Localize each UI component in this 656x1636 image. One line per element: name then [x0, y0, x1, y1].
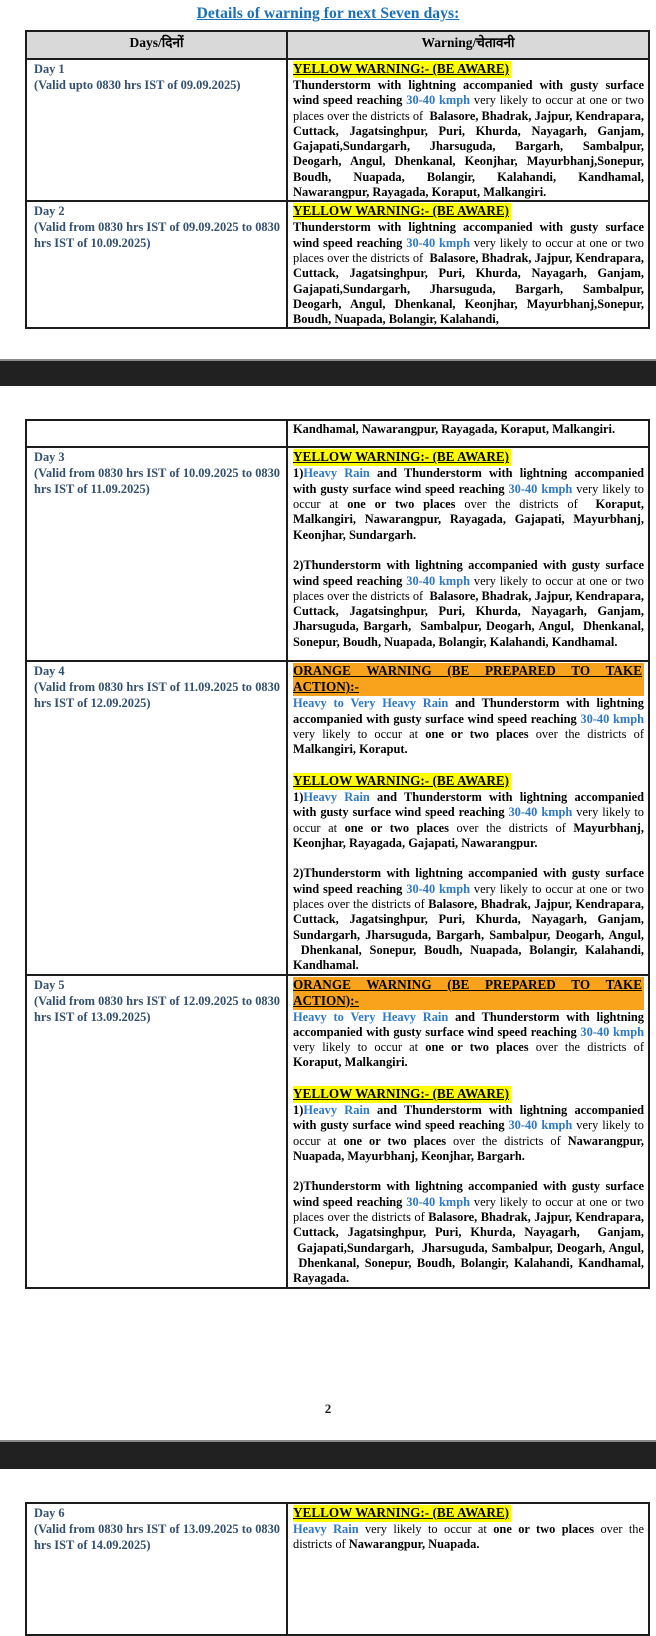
table-header-row: [26, 31, 649, 59]
warning-paragraph: [293, 1010, 644, 1071]
valid-period: (Valid from 0830 hrs IST of 09.09.2025 to 0830 hrs IST of 10.09.2025): [34, 220, 280, 251]
warning-segment: 2)Thunderstorm with lightning accompanied with gusty surface wind speed reaching: [293, 866, 644, 896]
warning-segment: 30-40 kmph: [508, 481, 573, 496]
table-row: [26, 661, 649, 974]
day-cell: [26, 1503, 287, 1635]
warning-segment: over the districts of: [455, 497, 596, 512]
warning-paragraph: [293, 696, 644, 757]
warning-segment: one or two places: [344, 820, 449, 835]
warning-segment: Thunderstorm with lightning accompanied with gusty surface wind speed reaching: [293, 220, 644, 250]
warning-segment: very likely to occur at one or two places over the districts of: [293, 573, 644, 603]
warning-segment: one or two places: [347, 497, 456, 512]
warning-segment: one or two places: [425, 727, 529, 742]
warning-heading: [293, 773, 644, 790]
day-label: Day 4: [34, 664, 65, 679]
warning-segment: Balasore, Bhadrak, Jajpur, Kendrapara, Cuttack, Jagatsinghpur, Puri, Khurda, Nayagarh, Ganjam, Gajapati,Sundargarh, Jharsuguda, Bargarh, Sambalpur, Deogarh, Angul, Dhenkanal, Keonjhar, Mayurbhanj,Sonepur, Boudh, Nuapada, Bolangir, Kalahandi, Kandhamal, Nawarangpur, Rayagada, Koraput, Malkangiri.: [293, 108, 644, 200]
warning-segment: over the districts of: [528, 727, 644, 742]
warning-heading: [293, 977, 644, 1010]
warning-segment: 30-40 kmph: [406, 1194, 471, 1209]
warning-segment: YELLOW WARNING:- (BE AWARE): [293, 772, 510, 788]
valid-period: (Valid from 0830 hrs IST of 12.09.2025 to 0830 hrs IST of 13.09.2025): [34, 993, 280, 1024]
warning-segment: 30-40 kmph: [580, 711, 645, 726]
warning-segment: Balasore, Bhadrak, Jajpur, Kendrapara, Cuttack, Jagatsinghpur, Puri, Khurda, Nayagarh, Ganjam, Sundargarh, Jharsuguda, Bargarh, Sambalpur, Deogarh, Angul, Dhenkanal, Sonepur, Boudh, Nuapada, Bolangir, Kalahandi, Kandhamal.: [293, 897, 644, 973]
warning-segment: and Thunderstorm with lightning accompanied with gusty surface wind speed reaching: [293, 789, 644, 820]
table-header-warning: Warning/चेतावनी: [287, 31, 649, 59]
warning-cell: [287, 447, 649, 661]
warning-segment: 1): [293, 1102, 304, 1117]
warning-segment: 30-40 kmph: [580, 1024, 645, 1039]
warning-segment: very likely to occur at one or two places over the districts of: [293, 93, 644, 123]
blank-line: [293, 758, 644, 773]
warning-cell: [287, 59, 649, 201]
warning-segment: Heavy Rain: [303, 466, 370, 481]
warning-heading: [293, 61, 644, 78]
warning-segment: Balasore, Bhadrak, Jajpur, Kendrapara, Cuttack, Jagatsinghpur, Puri, Khurda, Nayagarh, Ganjam, Gajapati,Sundargarh, Jharsuguda, Bargarh, Sambalpur, Deogarh, Angul, Dhenkanal, Keonjhar, Mayurbhanj,Sonepur, Boudh, Nuapada, Bolangir, Kalahandi,: [293, 250, 644, 327]
warning-segment: and Thunderstorm with lightning accompanied with gusty surface wind speed reaching: [293, 696, 644, 726]
warning-segment: very likely to occur at: [293, 481, 644, 512]
day-cell: [26, 975, 287, 1288]
warning-segment: over the districts of: [448, 820, 574, 835]
warning-segment: 30-40 kmph: [406, 881, 471, 896]
day-cell: [26, 447, 287, 661]
warning-segment: YELLOW WARNING:- (BE AWARE): [293, 203, 510, 219]
warning-segment: Heavy Rain: [293, 1521, 359, 1536]
warning-segment: over the districts of: [528, 1040, 644, 1055]
warning-paragraph: [293, 1103, 644, 1164]
warning-segment: very likely to occur at: [358, 1521, 494, 1536]
warning-segment: YELLOW WARNING:- (BE AWARE): [293, 1085, 510, 1101]
warning-segment: Koraput, Malkangiri, Nawarangpur, Rayagada, Gajapati, Mayurbhanj, Keonjhar, Sundargarh.: [293, 497, 644, 542]
warning-segment: ORANGE WARNING (BE PREPARED TO TAKE ACTION):-: [293, 663, 642, 695]
valid-period: (Valid from 0830 hrs IST of 10.09.2025 to 0830 hrs IST of 11.09.2025): [34, 466, 280, 497]
warning-segment: 30-40 kmph: [406, 573, 471, 588]
warning-segment: Balasore, Bhadrak, Jajpur, Kendrapara, Cuttack, Jagatsinghpur, Puri, Khurda, Nayagarh, Ganjam, Gajapati,Sundargarh, Jharsuguda, Sambalpur, Deogarh, Angul, Dhenkanal, Sonepur, Boudh, Bolangir, Kalahandi, Kandhamal, Rayagada.: [293, 1210, 644, 1286]
table-row: [26, 1503, 649, 1635]
day-label: Day 6: [34, 1505, 65, 1520]
warning-table-days-1-2: [25, 30, 650, 329]
warning-paragraph: [293, 866, 644, 973]
warning-segment: 30-40 kmph: [406, 235, 471, 250]
warning-segment: YELLOW WARNING:- (BE AWARE): [293, 61, 510, 76]
warning-paragraph: [293, 422, 644, 437]
warning-table-days-3-5: [25, 419, 650, 1288]
day-label: Day 3: [34, 450, 65, 465]
warning-segment: very likely to occur at: [293, 727, 426, 742]
page-title: Details of warning for next Seven days:: [196, 5, 460, 22]
warning-segment: very likely to occur at one or two places over the districts of: [293, 235, 644, 265]
warning-segment: Nawarangpur, Nuapada, Mayurbhanj, Keonjhar, Bargarh.: [293, 1133, 644, 1163]
warning-segment: over the districts of: [293, 1521, 644, 1551]
warning-heading: [293, 1086, 644, 1103]
warning-segment: Koraput, Malkangiri.: [293, 1055, 408, 1070]
warning-segment: and Thunderstorm with lightning accompanied with gusty surface wind speed reaching: [293, 466, 644, 496]
warning-segment: 30-40 kmph: [508, 805, 573, 820]
day-label: Day 2: [34, 204, 65, 219]
warning-segment: 30-40 kmph: [406, 93, 471, 108]
warning-segment: YELLOW WARNING:- (BE AWARE): [293, 449, 510, 465]
warning-segment: Balasore, Bhadrak, Jajpur, Kendrapara, Cuttack, Jagatsinghpur, Puri, Khurda, Nayagarh, Ganjam, Jharsuguda, Bargarh, Sambalpur, Deogarh, Angul, Dhenkanal, Sonepur, Boudh, Nuapada, Bolangir, Kalahandi, Kandhamal.: [293, 588, 644, 649]
blank-line: [293, 543, 644, 558]
title-row: [0, 0, 656, 30]
warning-segment: Heavy to Very Heavy Rain: [293, 696, 449, 711]
warning-segment: 1): [293, 789, 304, 804]
day-label: Day 5: [34, 977, 65, 992]
warning-segment: Heavy Rain: [303, 789, 370, 804]
warning-paragraph: [293, 790, 644, 851]
table-row: [26, 447, 649, 661]
day-cell: [26, 420, 287, 447]
warning-segment: Nawarangpur, Nuapada.: [348, 1536, 480, 1551]
warning-cell: [287, 201, 649, 328]
warning-segment: one or two places: [343, 1133, 447, 1148]
warning-segment: over the districts of: [446, 1133, 568, 1148]
warning-heading: [293, 449, 644, 466]
warning-paragraph: [293, 466, 644, 542]
warning-segment: Heavy to Very Heavy Rain: [293, 1009, 449, 1024]
warning-heading: [293, 1505, 644, 1522]
day-label: Day 1: [34, 62, 65, 76]
warning-segment: 1): [293, 466, 304, 481]
warning-cell: [287, 1503, 649, 1635]
day-cell: [26, 59, 287, 201]
table-row: [26, 59, 649, 201]
valid-period: (Valid from 0830 hrs IST of 11.09.2025 to 0830 hrs IST of 12.09.2025): [34, 680, 280, 711]
table-row: [26, 420, 649, 447]
blank-line: [293, 1071, 644, 1086]
warning-segment: very likely to occur at: [293, 1118, 644, 1148]
warning-cell: [287, 420, 649, 447]
table-row: [26, 201, 649, 328]
warning-paragraph: [293, 220, 644, 327]
warning-segment: and Thunderstorm with lightning accompanied with gusty surface wind speed reaching: [293, 1009, 644, 1039]
warning-segment: 2)Thunderstorm with lightning accompanied with gusty surface wind speed reaching: [293, 1179, 644, 1209]
warning-cell: [287, 975, 649, 1288]
warning-paragraph: [293, 78, 644, 200]
table-header-days: Days/दिनों: [26, 31, 287, 59]
page-separator-band: [0, 1440, 656, 1469]
warning-segment: Thunderstorm with lightning accompanied with gusty surface wind speed reaching: [293, 78, 644, 108]
blank-line: [293, 1164, 644, 1179]
warning-segment: Heavy Rain: [303, 1102, 370, 1117]
warning-segment: very likely to occur at one or two places over the districts of: [293, 881, 644, 912]
valid-period: (Valid upto 0830 hrs IST of 09.09.2025): [34, 78, 241, 92]
warning-segment: 2)Thunderstorm with lightning accompanied with gusty surface wind speed reaching: [293, 558, 644, 588]
warning-cell: [287, 661, 649, 974]
day-cell: [26, 661, 287, 974]
table-row: [26, 975, 649, 1288]
warning-segment: very likely to occur at one or two places over the districts of: [293, 1194, 644, 1225]
warning-paragraph: [293, 1522, 644, 1553]
warning-segment: Malkangiri, Koraput.: [293, 742, 408, 757]
warning-paragraph: [293, 1179, 644, 1286]
warning-table-day-6: [25, 1502, 650, 1636]
warning-segment: YELLOW WARNING:- (BE AWARE): [293, 1504, 510, 1520]
page-separator-band: [0, 359, 656, 386]
warning-segment: 30-40 kmph: [508, 1118, 573, 1133]
blank-line: [293, 851, 644, 866]
warning-heading: [293, 203, 644, 220]
warning-segment: ORANGE WARNING (BE PREPARED TO TAKE ACTION):-: [293, 976, 642, 1008]
warning-segment: and Thunderstorm with lightning accompanied with gusty surface wind speed reaching: [293, 1102, 644, 1133]
warning-segment: Kandhamal, Nawarangpur, Rayagada, Koraput, Malkangiri.: [293, 422, 616, 437]
valid-period: (Valid from 0830 hrs IST of 13.09.2025 to 0830 hrs IST of 14.09.2025): [34, 1521, 280, 1552]
warning-segment: one or two places: [493, 1521, 595, 1536]
warning-paragraph: [293, 558, 644, 650]
page-number: 2: [324, 1400, 332, 1416]
warning-segment: very likely to occur at: [293, 805, 644, 835]
day-cell: [26, 201, 287, 328]
warning-segment: Mayurbhanj, Keonjhar, Rayagada, Gajapati, Nawarangpur.: [293, 820, 644, 850]
warning-segment: very likely to occur at: [293, 1040, 426, 1055]
warning-heading: [293, 663, 644, 696]
warning-segment: one or two places: [425, 1040, 529, 1055]
